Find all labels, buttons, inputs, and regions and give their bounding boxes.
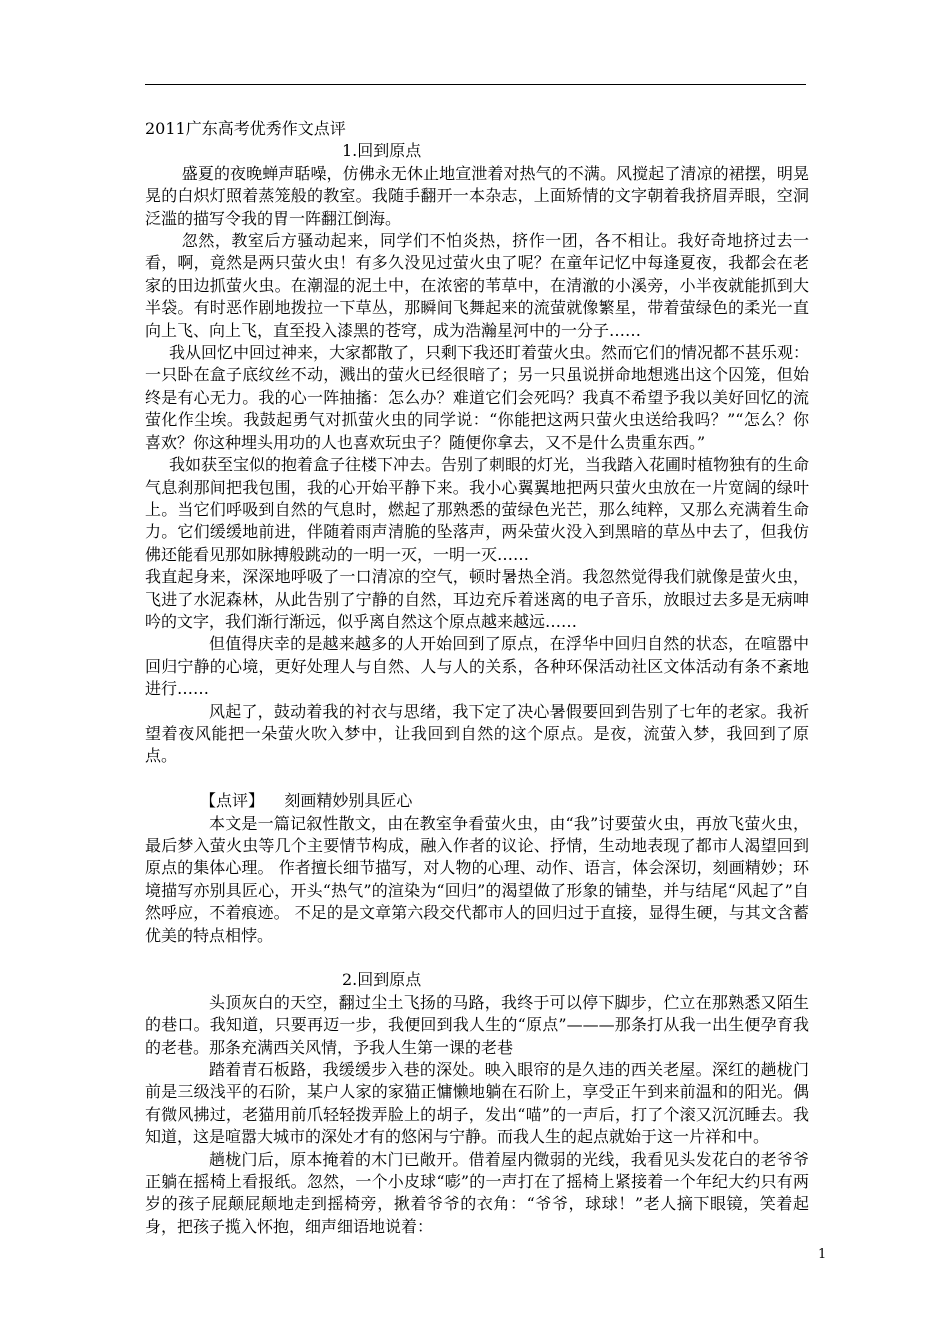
- comment-subtitle: 刻画精妙别具匠心: [284, 791, 413, 811]
- header-rule: [145, 84, 806, 85]
- document-title: 2011广东高考优秀作文点评: [145, 119, 346, 138]
- comment-label: 【点评】: [200, 791, 265, 811]
- essay-1-paragraph: 我从回忆中回过神来，大家都散了，只剩下我还盯着萤火虫。然而它们的情况都不甚乐观：一只卧在盒子底纹丝不动，溅出的萤火已经很暗了；另一只虽说拼命地想逃出这个囚笼，但始终是有心无力。我的心一阵抽搐：怎么办？难道它们会死吗？我真不希望予我以美好回忆的流萤化作尘埃。我鼓起勇气对抓萤火虫的同学说：“你能把这两只萤火虫送给我吗？”“怎么？你喜欢？你这种埋头用功的人也喜欢玩虫子？随便你拿去，又不是什么贵重东西。”: [145, 343, 810, 452]
- essay-1-paragraph: 忽然，教室后方骚动起来，同学们不怕炎热，挤作一团，各不相让。我好奇地挤过去一看，啊，竟然是两只萤火虫！有多久没见过萤火虫了呢？在童年记忆中每逢夏夜，我都会在老家的田边抓萤火虫。在潮湿的泥土中，在浓密的苇草中，在清澈的小溪旁，小半夜就能抓到大半袋。有时恶作剧地拨拉一下草丛，那瞬间飞舞起来的流萤就像繁星，带着萤绿色的柔光一直向上飞、向上飞，直至投入漆黑的苍穹，成为浩瀚星河中的一分子……: [145, 231, 809, 340]
- comment-heading: [145, 790, 809, 812]
- essay-2-paragraph: 踏着青石板路，我缓缓步入巷的深处。映入眼帘的是久违的西关老屋。深红的趟栊门前是三级浅平的石阶，某户人家的家猫正慵懒地躺在石阶上，享受正午到来前温和的阳光。偶有微风拂过，老猫用前爪轻轻拨弄脸上的胡子，发出“喵”的一声后，打了个滚又沉沉睡去。我知道，这是喧嚣大城市的深处才有的悠闲与宁静。而我人生的起点就始于这一片祥和中。: [145, 1060, 809, 1147]
- spacer: [145, 768, 809, 790]
- essay-1-paragraph: 但值得庆幸的是越来越多的人开始回到了原点，在浮华中回归自然的状态，在喧嚣中回归宁静的心境，更好处理人与自然、人与人的关系，各种环保活动社区文体活动有条不紊地进行……: [145, 634, 809, 699]
- essay-2-heading: 2.回到原点: [342, 970, 422, 990]
- document-body: [145, 118, 809, 1238]
- essay-1-heading: 1.回到原点: [342, 141, 422, 161]
- page-number: 1: [818, 1247, 827, 1262]
- comment-text: 本文是一篇记叙性散文，由在教室争看萤火虫，由“我”讨要萤火虫，再放飞萤火虫，最后梦入萤火虫等几个主要情节构成，融入作者的议论、抒情，生动地表现了都市人渴望回到原点的集体心理。 作者擅长细节描写，对人物的心理、动作、语言，体会深切，刻画精妙；环境描写亦别具匠心，开头“热气”的渲染为“回归”的渴望做了形象的铺垫，并与结尾“风起了”自然呼应，不着痕迹。 不足的是文章第六段交代都市人的回归过于直接，显得生硬，与其文含蓄优美的特点相悖。: [145, 813, 809, 945]
- essay-1-paragraph: 我如获至宝似的抱着盒子往楼下冲去。告别了刺眼的灯光，当我踏入花圃时植物独有的生命气息刹那间把我包围，我的心开始平静下来。我小心翼翼地把两只萤火虫放在一片宽阔的绿叶上。当它们呼吸到自然的气息时，燃起了那熟悉的萤绿色光芒，那么纯粹，又那么充满着生命力。它们缓缓地前进，伴随着雨声清脆的坠落声，两朵萤火没入到黑暗的草丛中去了，但我仿佛还能看见那如脉搏般跳动的一明一灭，一明一灭……: [145, 455, 810, 564]
- essay-1-paragraph: 盛夏的夜晚蝉声聒噪，仿佛永无休止地宣泄着对热气的不满。风搅起了清凉的裙摆，明晃晃的白炽灯照着蒸笼般的教室。我随手翻开一本杂志，上面矫情的文字朝着我挤眉弄眼，空洞泛滥的描写令我的胃一阵翻江倒海。: [145, 163, 809, 228]
- spacer: [145, 947, 809, 969]
- essay-2-paragraph: 趟栊门后，原本掩着的木门已敞开。借着屋内微弱的光线，我看见头发花白的老爷爷正躺在摇椅上看报纸。忽然，一个小皮球“嘭”的一声打在了摇椅上紧接着一个年纪大约只有两岁的孩子屁颠屁颠地走到摇椅旁，揪着爷爷的衣角：“爷爷，球球！”老人摘下眼镜，笑着起身，把孩子揽入怀抱，细声细语地说着：: [145, 1149, 809, 1236]
- essay-2-paragraph: 头顶灰白的天空，翻过尘土飞扬的马路，我终于可以停下脚步，伫立在那熟悉又陌生的巷口。我知道，只要再迈一步，我便回到我人生的“原点”———那条打从我一出生便孕育我的老巷。那条充满西关风情，予我人生第一课的老巷: [145, 992, 809, 1057]
- essay-1-paragraph: 风起了，鼓动着我的衬衣与思绪，我下定了决心暑假要回到告别了七年的老家。我祈望着夜风能把一朵萤火吹入梦中，让我回到自然的这个原点。是夜，流萤入梦，我回到了原点。: [145, 701, 809, 766]
- essay-1-paragraph: 我直起身来，深深地呼吸了一口清凉的空气，顿时暑热全消。我忽然觉得我们就像是萤火虫，飞进了水泥森林，从此告别了宁静的自然，耳边充斥着迷离的电子音乐，放眼过去多是无病呻吟的文字，我们渐行渐远，似乎离自然这个原点越来越远……: [145, 567, 809, 631]
